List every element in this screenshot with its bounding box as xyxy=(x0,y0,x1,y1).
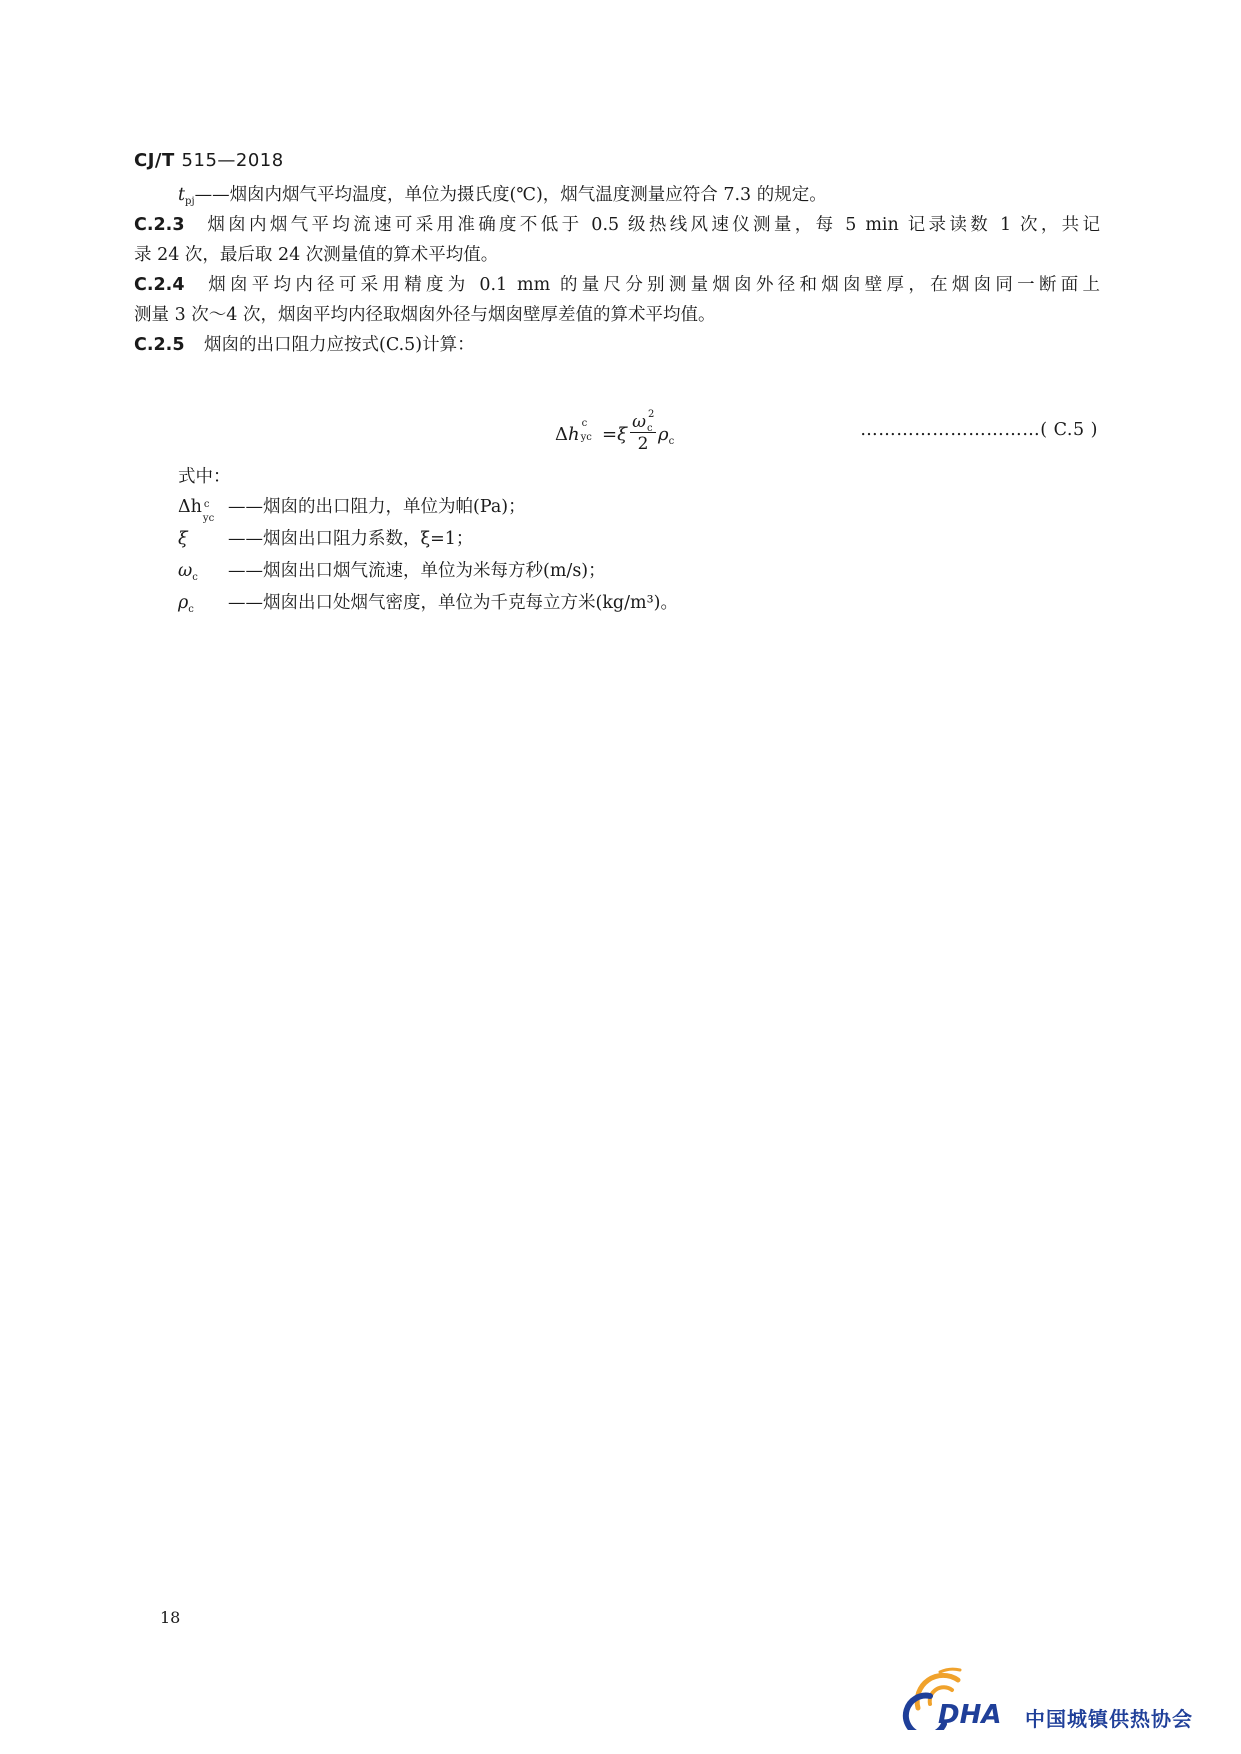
logo-org-name: 中国城镇供热协会 xyxy=(1025,1707,1193,1731)
logo-letters xyxy=(906,1696,1002,1730)
formula-fraction xyxy=(630,409,656,455)
definition-rho xyxy=(178,588,678,625)
clause-c24-line2 xyxy=(134,298,1100,332)
definition-delta-h xyxy=(178,492,526,522)
definition-text: ——烟囱出口处烟气密度，单位为千克每立方米(kg/m³)。 xyxy=(228,593,678,613)
definition-text: ——烟囱出口烟气流速，单位为米每方秒(m/s)； xyxy=(228,561,606,581)
formula-numerator: ω 2 c xyxy=(630,412,656,433)
definition-xi xyxy=(178,524,473,554)
page-number: 18 xyxy=(160,1608,181,1627)
clause-c24-text2: 测量 3 次～4 次，烟囱平均内径取烟囱外径与烟囱壁厚差值的算术平均值。 xyxy=(134,305,716,325)
clause-c23-line2 xyxy=(134,238,1100,272)
definition-symbol: ξ xyxy=(178,529,188,549)
formula-lhs: Δh c yc xyxy=(555,418,592,445)
formula-number: …………………………( C.5 ) xyxy=(860,420,1098,440)
svg-text:DHA: DHA xyxy=(938,1700,1002,1730)
formula-denominator: 2 xyxy=(637,434,649,454)
tpj-symbol: t xyxy=(178,185,186,205)
clause-c25-line1 xyxy=(134,328,1100,362)
clause-c24-line1 xyxy=(134,268,1100,302)
clause-c25-text1: 烟囱的出口阻力应按式(C.5)计算： xyxy=(204,335,475,355)
tpj-description: ——烟囱内烟气平均温度，单位为摄氏度(℃)，烟气温度测量应符合 7.3 的规定。 xyxy=(194,185,827,205)
clause-c23-text1: 烟囱内烟气平均流速可采用准确度不低于 0.5 级热线风速仪测量，每 5 min 记录读数 1 次，共记 xyxy=(204,215,1100,235)
definition-symbol: $\omega_c$ xyxy=(178,561,198,583)
formula-rho: $\rho_c$ xyxy=(658,424,675,447)
standard-prefix: CJ/T xyxy=(134,150,175,171)
standard-code xyxy=(134,150,284,171)
tpj-subscript: pj xyxy=(185,196,195,207)
clause-c24-text1: 烟囱平均内径可采用精度为 0.1 mm 的量尺分别测量烟囱外径和烟囱壁厚，在烟囱同一断面上 xyxy=(204,275,1100,295)
clause-c23-line1 xyxy=(134,208,1100,242)
formula-equals: =ξ xyxy=(602,424,628,445)
definition-symbol: $\rho_c$ xyxy=(178,593,194,615)
definition-text: ——烟囱的出口阻力，单位为帕(Pa)； xyxy=(228,497,526,517)
clause-number-c25: C.2.5 xyxy=(134,335,185,355)
definition-symbol: Δh c yc xyxy=(178,497,215,524)
definition-text: ——烟囱出口阻力系数，ξ=1； xyxy=(228,529,474,549)
standard-number: 515—2018 xyxy=(181,150,284,171)
clause-c23-text2: 录 24 次，最后取 24 次测量值的算术平均值。 xyxy=(134,245,499,265)
clause-number-c23: C.2.3 xyxy=(134,215,185,235)
clause-number-c24: C.2.4 xyxy=(134,275,185,295)
definitions-intro: 式中： xyxy=(178,467,231,487)
